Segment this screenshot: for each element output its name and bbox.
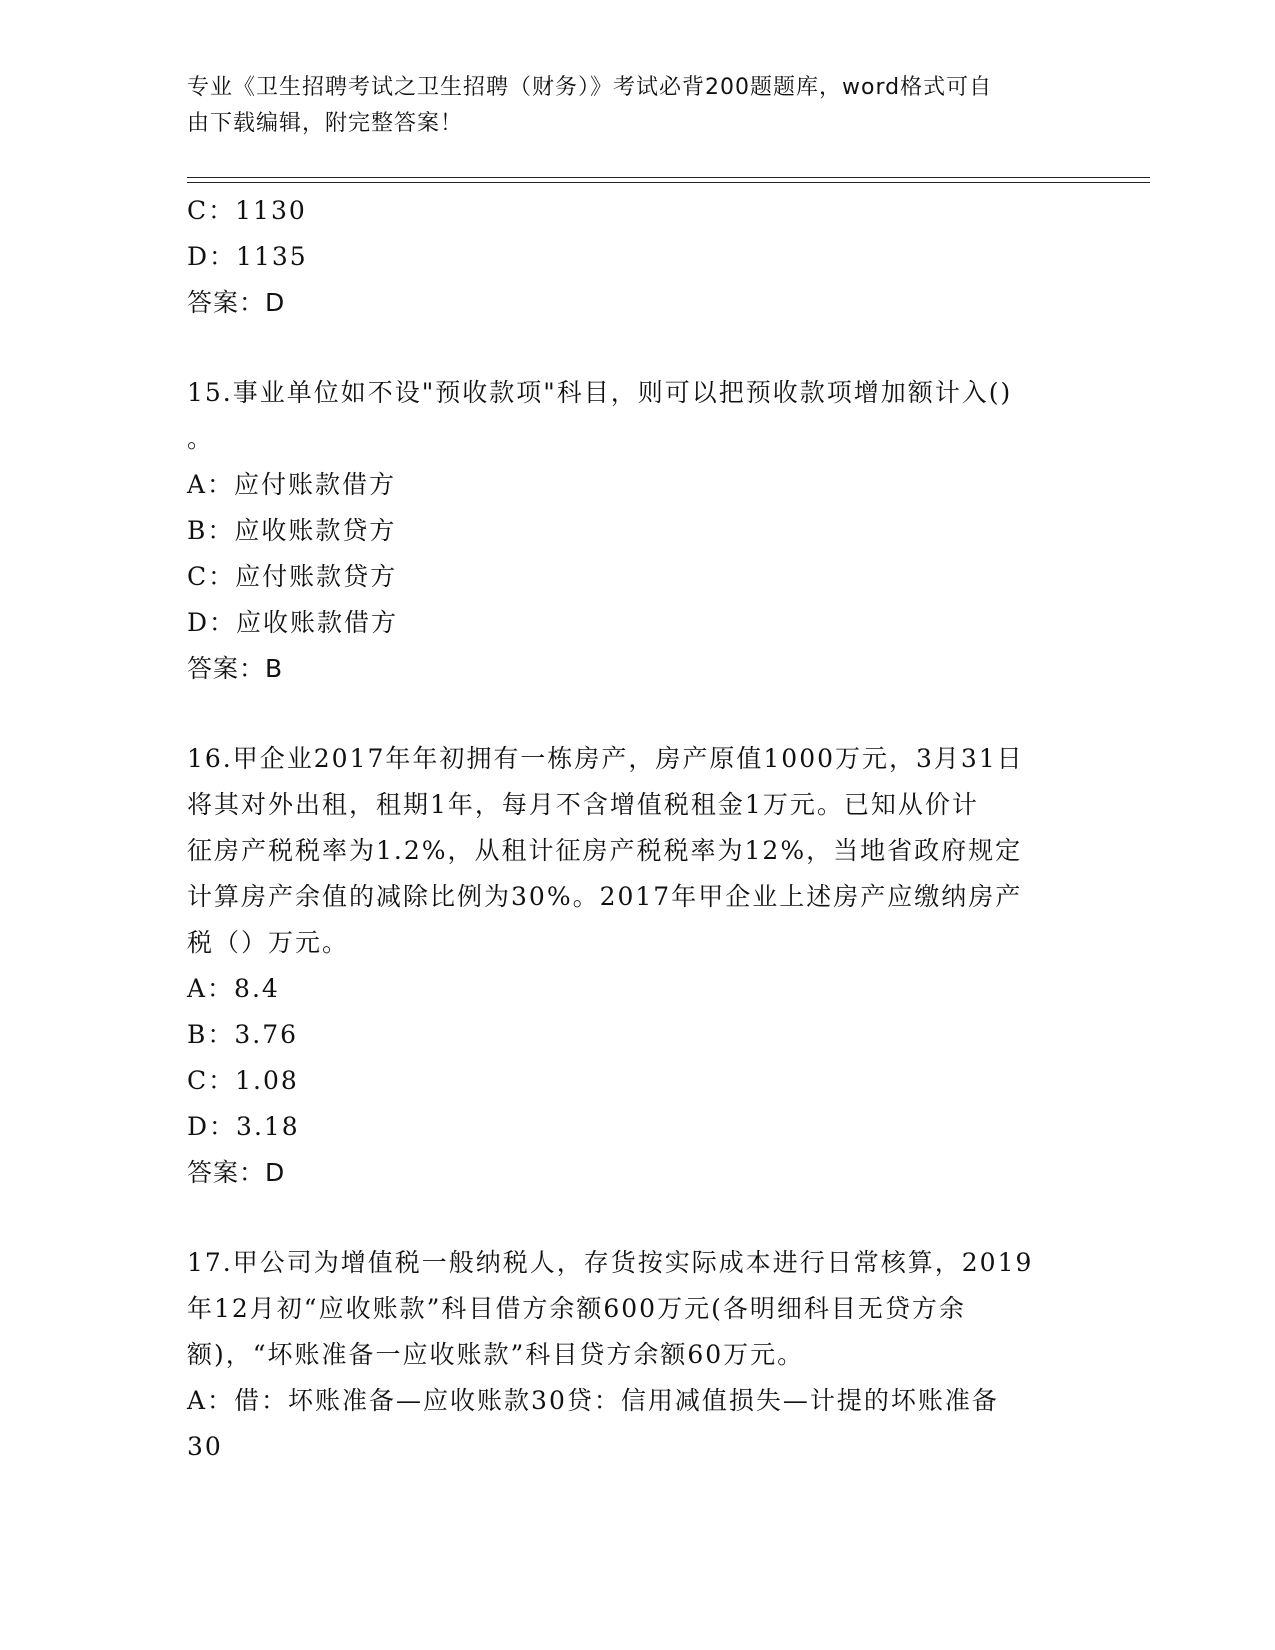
question-stem-line: 15.事业单位如不设"预收款项"科目，则可以把预收款项增加额计入() xyxy=(187,378,1013,407)
header-divider-top xyxy=(187,177,1150,178)
question-stem-line: 额)，“坏账准备一应收账款”科目贷方余额60万元。 xyxy=(187,1340,805,1369)
header-line-2: 由下载编辑，附完整答案！ xyxy=(187,111,464,136)
question-17 xyxy=(187,1240,1087,1470)
question-stem-line: 计算房产余值的减除比例为30%。2017年甲企业上述房产应缴纳房产 xyxy=(187,882,1023,911)
option-c: C：应付账款贷方 xyxy=(187,562,398,591)
option-d: D：3.18 xyxy=(187,1112,300,1141)
answer: 答案：D xyxy=(187,288,286,317)
question-14-tail xyxy=(187,188,1087,326)
question-15 xyxy=(187,370,1087,692)
option-a: A：应付账款借方 xyxy=(187,470,397,499)
option-d: D：应收账款借方 xyxy=(187,608,399,637)
option-b: B：3.76 xyxy=(187,1020,299,1049)
question-stem-line: 税（）万元。 xyxy=(187,928,350,957)
question-stem-line: 将其对外出租，租期1年，每月不含增值税租金1万元。已知从价计 xyxy=(187,790,979,819)
option-a: A：借：坏账准备—应收账款30贷：信用减值损失—计提的坏账准备 xyxy=(187,1386,999,1415)
question-stem-line: 征房产税税率为1.2%，从租计征房产税税率为12%，当地省政府规定 xyxy=(187,836,1023,865)
question-stem-line: 年12月初“应收账款”科目借方余额600万元(各明细科目无贷方余 xyxy=(187,1294,966,1323)
header-divider-bottom xyxy=(187,182,1150,183)
question-16 xyxy=(187,736,1087,1196)
document-header xyxy=(187,70,1067,142)
answer: 答案：D xyxy=(187,1158,286,1187)
answer: 答案：B xyxy=(187,654,284,683)
question-stem-line: 17.甲公司为增值税一般纳税人，存货按实际成本进行日常核算，2019 xyxy=(187,1248,1034,1277)
option-a-continued: 30 xyxy=(187,1432,223,1461)
option-b: B：应收账款贷方 xyxy=(187,516,397,545)
option-c: C：1130 xyxy=(187,196,307,225)
document-body xyxy=(187,188,1087,1470)
question-stem-line: 。 xyxy=(187,424,215,453)
option-a: A：8.4 xyxy=(187,974,280,1003)
header-line-1: 专业《卫生招聘考试之卫生招聘（财务）》考试必背200题题库，word格式可自 xyxy=(187,75,993,100)
option-d: D：1135 xyxy=(187,242,308,271)
option-c: C：1.08 xyxy=(187,1066,299,1095)
question-stem-line: 16.甲企业2017年年初拥有一栋房产，房产原值1000万元，3月31日 xyxy=(187,744,1024,773)
